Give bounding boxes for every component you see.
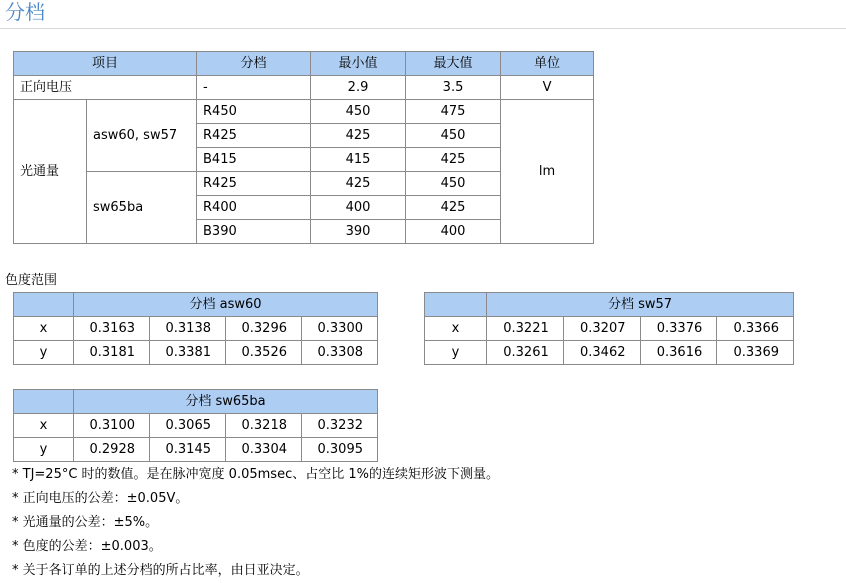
table-row [14, 438, 378, 462]
chromaticity-header: 分档 sw65ba [74, 390, 378, 414]
y-value: 0.3181 [74, 341, 150, 365]
bin-table [13, 51, 594, 244]
table-row [425, 317, 794, 341]
table-row [14, 100, 594, 124]
x-value: 0.3163 [74, 317, 150, 341]
y-value: 0.3462 [563, 341, 640, 365]
bin-min: 425 [311, 172, 406, 196]
bin-min: 450 [311, 100, 406, 124]
forward-voltage-label: 正向电压 [14, 76, 197, 100]
chromaticity-header: 分档 sw57 [487, 293, 794, 317]
y-value: 0.3308 [302, 341, 378, 365]
y-label: y [14, 341, 74, 365]
bin-min: 400 [311, 196, 406, 220]
table-row [14, 341, 378, 365]
x-value: 0.3300 [302, 317, 378, 341]
x-value: 0.3221 [487, 317, 564, 341]
notes [12, 463, 499, 583]
y-label: y [425, 341, 487, 365]
forward-voltage-unit: V [501, 76, 594, 100]
chromaticity-table-sw65ba [13, 389, 378, 462]
bin-max: 425 [406, 148, 501, 172]
bin-code: R400 [197, 196, 311, 220]
table-row [14, 414, 378, 438]
corner-cell [425, 293, 487, 317]
chromaticity-section-label: 色度范围 [5, 273, 58, 288]
forward-voltage-min: 2.9 [311, 76, 406, 100]
table-row [14, 317, 378, 341]
y-value: 0.3304 [226, 438, 302, 462]
bin-code: R425 [197, 172, 311, 196]
header-item: 项目 [14, 52, 197, 76]
bin-max: 425 [406, 196, 501, 220]
chromaticity-table-asw60 [13, 292, 378, 365]
header-bin: 分档 [197, 52, 311, 76]
y-value: 0.3369 [717, 341, 794, 365]
bin-code: R450 [197, 100, 311, 124]
x-value: 0.3218 [226, 414, 302, 438]
x-value: 0.3296 [226, 317, 302, 341]
forward-voltage-bin: - [197, 76, 311, 100]
y-value: 0.3145 [150, 438, 226, 462]
note-item: * 正向电压的公差：±0.05V。 [12, 491, 189, 506]
x-label: x [14, 414, 74, 438]
y-value: 0.3095 [302, 438, 378, 462]
model-group-label: asw60, sw57 [87, 100, 197, 172]
table-row [425, 341, 794, 365]
bin-code: R425 [197, 124, 311, 148]
bin-table-header [14, 52, 594, 76]
x-value: 0.3207 [563, 317, 640, 341]
x-value: 0.3232 [302, 414, 378, 438]
chromaticity-table-sw57 [424, 292, 794, 365]
bin-max: 475 [406, 100, 501, 124]
header-max: 最大值 [406, 52, 501, 76]
x-value: 0.3366 [717, 317, 794, 341]
bin-code: B390 [197, 220, 311, 244]
bin-max: 450 [406, 172, 501, 196]
y-label: y [14, 438, 74, 462]
chromaticity-header: 分档 asw60 [74, 293, 378, 317]
y-value: 0.2928 [74, 438, 150, 462]
x-value: 0.3100 [74, 414, 150, 438]
luminous-flux-label: 光通量 [14, 100, 87, 244]
x-value: 0.3138 [150, 317, 226, 341]
bin-min: 425 [311, 124, 406, 148]
corner-cell [14, 390, 74, 414]
y-value: 0.3616 [640, 341, 717, 365]
x-label: x [425, 317, 487, 341]
note-item: * 色度的公差：±0.003。 [12, 539, 162, 554]
x-value: 0.3065 [150, 414, 226, 438]
forward-voltage-max: 3.5 [406, 76, 501, 100]
note-item: * TJ=25°C 时的数值。是在脉冲宽度 0.05msec、占空比 1%的连续矩形波下测量。 [12, 467, 499, 482]
corner-cell [14, 293, 74, 317]
note-item: * 关于各订单的上述分档的所占比率，由日亚决定。 [12, 563, 309, 578]
bin-code: B415 [197, 148, 311, 172]
y-value: 0.3261 [487, 341, 564, 365]
x-value: 0.3376 [640, 317, 717, 341]
y-value: 0.3381 [150, 341, 226, 365]
header-min: 最小值 [311, 52, 406, 76]
note-item: * 光通量的公差：±5%。 [12, 515, 159, 530]
title-divider [0, 28, 846, 29]
bin-max: 400 [406, 220, 501, 244]
y-value: 0.3526 [226, 341, 302, 365]
bin-min: 415 [311, 148, 406, 172]
table-row [14, 76, 594, 100]
page-title: 分档 [5, 0, 45, 24]
x-label: x [14, 317, 74, 341]
luminous-flux-unit: lm [501, 100, 594, 244]
bin-min: 390 [311, 220, 406, 244]
header-unit: 单位 [501, 52, 594, 76]
bin-max: 450 [406, 124, 501, 148]
model-group-label: sw65ba [87, 172, 197, 244]
